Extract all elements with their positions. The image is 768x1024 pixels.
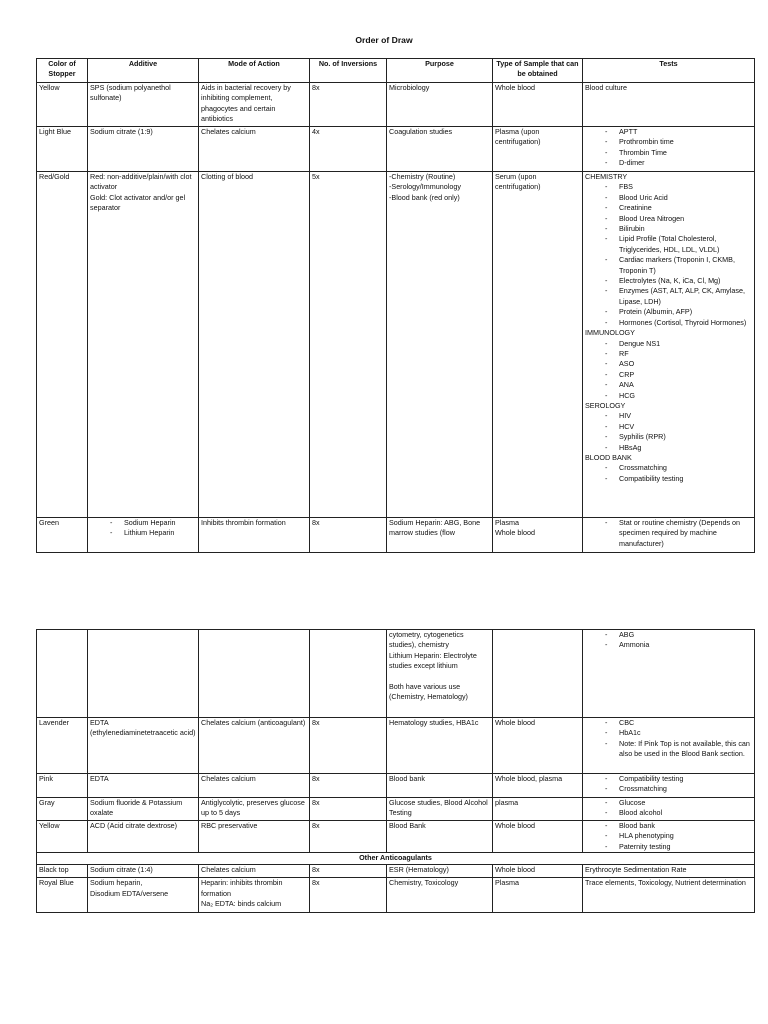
cell-sample: Plasma: [493, 878, 583, 913]
chemistry-list: [585, 182, 752, 328]
list-item: - Ammonia: [585, 640, 752, 650]
row-red-gold: [37, 172, 755, 518]
cell-inversions: 8x: [310, 865, 387, 878]
order-of-draw-table-part-1: [36, 58, 755, 553]
row-green-continued: [37, 630, 755, 718]
list-item: - ABG: [585, 630, 752, 640]
cell-purpose: cytometry, cytogenetics studies), chemistry Lithium Heparin: Electrolyte studies except lithium Both have various use (Chemistry, Hematology): [387, 630, 493, 718]
cell-purpose: -Chemistry (Routine) -Serology/Immunology -Blood bank (red only): [387, 172, 493, 518]
group-label-immunology: IMMUNOLOGY: [585, 328, 635, 338]
cell-sample: Serum (upon centrifugation): [493, 172, 583, 518]
list-item: - Prothrombin time: [585, 137, 752, 147]
cell-purpose: ESR (Hematology): [387, 865, 493, 878]
cell-additive: [88, 518, 199, 553]
cell-sample: Whole blood, plasma: [493, 774, 583, 798]
list-item: - Thrombin Time: [585, 148, 752, 158]
cell-sample: Whole blood: [493, 821, 583, 853]
cell-tests: [583, 127, 755, 172]
cell-inversions: 8x: [310, 774, 387, 798]
cell-color: Green: [37, 518, 88, 553]
list-item: - Blood Urea Nitrogen: [585, 214, 752, 224]
list-item: - Compatibility testing: [585, 474, 752, 484]
header-inversions: No. of Inversions: [310, 59, 387, 83]
header-purpose: Purpose: [387, 59, 493, 83]
cell-inversions: 8x: [310, 878, 387, 913]
test-list: [585, 798, 752, 819]
cell-tests: [583, 718, 755, 774]
cell-color: Yellow: [37, 821, 88, 853]
cell-mode: Aids in bacterial recovery by inhibiting complement, phagocytes and certain antibiotics: [199, 83, 310, 127]
cell-additive: SPS (sodium polyanethol sulfonate): [88, 83, 199, 127]
list-item: - Blood alcohol: [585, 808, 752, 818]
cell-color: Lavender: [37, 718, 88, 774]
row-black-top: [37, 865, 755, 878]
cell-sample: Whole blood: [493, 718, 583, 774]
cell-tests: [583, 630, 755, 718]
cell-color: Pink: [37, 774, 88, 798]
row-yellow-acd: [37, 821, 755, 853]
list-item: - Cardiac markers (Troponin I, CKMB, Troponin T): [585, 255, 752, 276]
cell-purpose: Sodium Heparin: ABG, Bone marrow studies (flow: [387, 518, 493, 553]
cell-mode: Clotting of blood: [199, 172, 310, 518]
list-item: - D-dimer: [585, 158, 752, 168]
list-item: - Blood bank: [585, 821, 752, 831]
additive-list: [90, 518, 196, 539]
list-item: - Crossmatching: [585, 463, 752, 473]
row-pink: [37, 774, 755, 798]
test-list: [585, 518, 752, 549]
cell-sample: [493, 630, 583, 718]
cell-purpose: Glucose studies, Blood Alcohol Testing: [387, 798, 493, 821]
list-item: - HBsAg: [585, 443, 752, 453]
cell-tests: [583, 798, 755, 821]
header-sample: Type of Sample that can be obtained: [493, 59, 583, 83]
cell-mode: Chelates calcium: [199, 127, 310, 172]
row-gray: [37, 798, 755, 821]
list-item: - Syphilis (RPR): [585, 432, 752, 442]
cell-additive: Sodium citrate (1:4): [88, 865, 199, 878]
cell-tests: Erythrocyte Sedimentation Rate: [583, 865, 755, 878]
cell-purpose: Coagulation studies: [387, 127, 493, 172]
test-list: [585, 774, 752, 795]
list-item: - Bilirubin: [585, 224, 752, 234]
cell-purpose: Microbiology: [387, 83, 493, 127]
list-item: - APTT: [585, 127, 752, 137]
list-item: - HIV: [585, 411, 752, 421]
list-item: - Lipid Profile (Total Cholesterol, Triglycerides, HDL, LDL, VLDL): [585, 234, 752, 255]
header-color: Color of Stopper: [37, 59, 88, 83]
list-item: - Enzymes (AST, ALT, ALP, CK, Amylase, Lipase, LDH): [585, 286, 752, 307]
cell-sample: Plasma (upon centrifugation): [493, 127, 583, 172]
list-item: - RF: [585, 349, 752, 359]
serology-list: [585, 411, 752, 453]
list-item: - HCG: [585, 391, 752, 401]
list-item: - Glucose: [585, 798, 752, 808]
list-item: - FBS: [585, 182, 752, 192]
row-section-other-anticoagulants: [37, 853, 755, 865]
cell-inversions: 8x: [310, 798, 387, 821]
cell-additive: EDTA: [88, 774, 199, 798]
list-item: - ASO: [585, 359, 752, 369]
cell-sample: plasma: [493, 798, 583, 821]
cell-inversions: 8x: [310, 821, 387, 853]
cell-mode: Chelates calcium (anticoagulant): [199, 718, 310, 774]
cell-additive: Sodium fluoride & Potassium oxalate: [88, 798, 199, 821]
group-label-blood-bank: BLOOD BANK: [585, 452, 632, 462]
list-item: - ANA: [585, 380, 752, 390]
cell-color: Gray: [37, 798, 88, 821]
cell-mode: Antiglycolytic, preserves glucose up to 5 days: [199, 798, 310, 821]
cell-additive: ACD (Acid citrate dextrose): [88, 821, 199, 853]
list-item: - Creatinine: [585, 203, 752, 213]
cell-sample: Plasma Whole blood: [493, 518, 583, 553]
cell-inversions: 4x: [310, 127, 387, 172]
header-tests: Tests: [583, 59, 755, 83]
cell-color: Royal Blue: [37, 878, 88, 913]
cell-inversions: 8x: [310, 718, 387, 774]
cell-mode: Heparin: inhibits thrombin formation Na₂ EDTA: binds calcium: [199, 878, 310, 913]
test-list: [585, 630, 752, 651]
row-green: [37, 518, 755, 553]
cell-sample: Whole blood: [493, 83, 583, 127]
cell-tests: Trace elements, Toxicology, Nutrient determination: [583, 878, 755, 913]
cell-mode: RBC preservative: [199, 821, 310, 853]
cell-tests: [583, 518, 755, 553]
cell-inversions: 8x: [310, 83, 387, 127]
cell-tests: [583, 172, 755, 518]
cell-color: Yellow: [37, 83, 88, 127]
row-light-blue: [37, 127, 755, 172]
list-item: - HCV: [585, 422, 752, 432]
blood-bank-list: [585, 463, 752, 484]
list-item: - Lithium Heparin: [90, 528, 196, 538]
header-additive: Additive: [88, 59, 199, 83]
list-item: - Electrolytes (Na, K, iCa, Cl, Mg): [585, 276, 752, 286]
immunology-list: [585, 339, 752, 401]
list-item: - Blood Uric Acid: [585, 193, 752, 203]
cell-color: Light Blue: [37, 127, 88, 172]
cell-inversions: 5x: [310, 172, 387, 518]
cell-mode: [199, 630, 310, 718]
cell-additive: [88, 630, 199, 718]
cell-purpose: Chemistry, Toxicology: [387, 878, 493, 913]
list-item: - Dengue NS1: [585, 339, 752, 349]
list-item: - Crossmatching: [585, 784, 752, 794]
cell-purpose: Blood bank: [387, 774, 493, 798]
order-of-draw-table-part-2: [36, 629, 755, 913]
list-item: - Stat or routine chemistry (Depends on specimen required by machine manufacturer): [585, 518, 752, 549]
cell-sample: Whole blood: [493, 865, 583, 878]
cell-tests: Blood culture: [583, 83, 755, 127]
list-item: - Protein (Albumin, AFP): [585, 307, 752, 317]
header-mode: Mode of Action: [199, 59, 310, 83]
group-label-serology: SEROLOGY: [585, 400, 626, 410]
cell-inversions: [310, 630, 387, 718]
cell-color: Red/Gold: [37, 172, 88, 518]
header-row: [37, 59, 755, 83]
cell-additive: EDTA (ethylenediaminetetraacetic acid): [88, 718, 199, 774]
cell-tests: [583, 774, 755, 798]
list-item: - HLA phenotyping: [585, 831, 752, 841]
row-yellow-sps: [37, 83, 755, 127]
list-item: - Sodium Heparin: [90, 518, 196, 528]
section-header-other-anticoagulants: Other Anticoagulants: [37, 853, 755, 865]
page-title: Order of Draw: [355, 35, 413, 45]
cell-inversions: 8x: [310, 518, 387, 553]
cell-tests: [583, 821, 755, 853]
test-list: [585, 821, 752, 852]
cell-purpose: Hematology studies, HBA1c: [387, 718, 493, 774]
cell-additive: Red: non-additive/plain/with clot activator Gold: Clot activator and/or gel separator: [88, 172, 199, 518]
group-label-chemistry: CHEMISTRY: [585, 172, 628, 181]
list-item: - Note: If Pink Top is not available, this can also be used in the Blood Bank section.: [585, 739, 752, 760]
cell-additive: Sodium citrate (1:9): [88, 127, 199, 172]
cell-color: [37, 630, 88, 718]
list-item: - HbA1c: [585, 728, 752, 738]
list-item: - Paternity testing: [585, 842, 752, 852]
cell-color: Black top: [37, 865, 88, 878]
row-royal-blue: [37, 878, 755, 913]
list-item: - Hormones (Cortisol, Thyroid Hormones): [585, 318, 752, 328]
test-list: [585, 718, 752, 760]
list-item: - Compatibility testing: [585, 774, 752, 784]
cell-mode: Chelates calcium: [199, 865, 310, 878]
list-item: - CRP: [585, 370, 752, 380]
cell-purpose: Blood Bank: [387, 821, 493, 853]
row-lavender: [37, 718, 755, 774]
list-item: - CBC: [585, 718, 752, 728]
cell-additive: Sodium heparin, Disodium EDTA/versene: [88, 878, 199, 913]
test-list: [585, 127, 752, 169]
cell-mode: Inhibits thrombin formation: [199, 518, 310, 553]
cell-mode: Chelates calcium: [199, 774, 310, 798]
